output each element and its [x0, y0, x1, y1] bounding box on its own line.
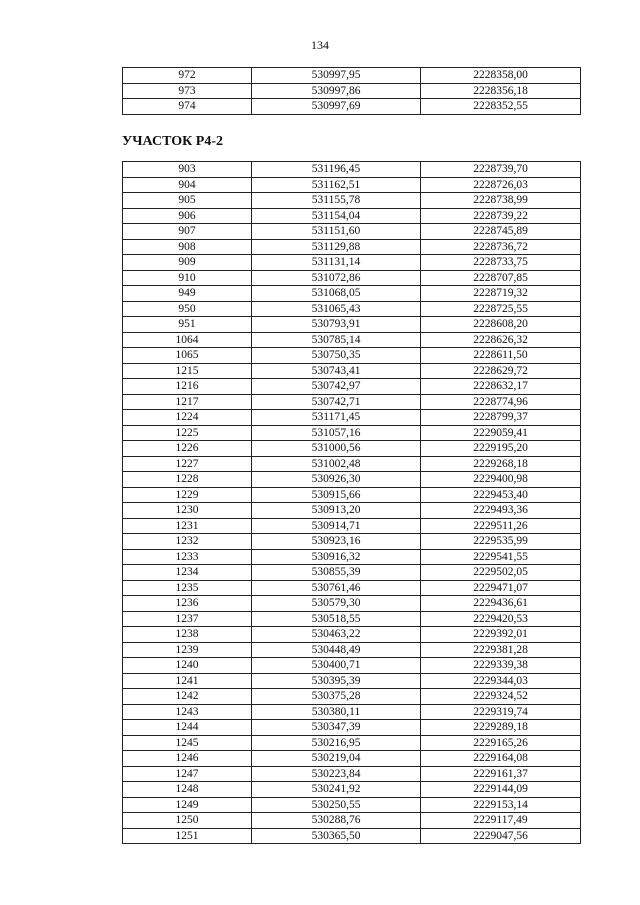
x-coordinate-cell: 531171,45: [252, 410, 421, 426]
point-number-cell: 972: [123, 68, 252, 84]
table-row: [123, 580, 581, 596]
x-coordinate-cell: 530915,66: [252, 487, 421, 503]
x-coordinate-cell: 530750,35: [252, 348, 421, 364]
table-row: [123, 456, 581, 472]
table-row: [123, 425, 581, 441]
table-row: [123, 208, 581, 224]
y-coordinate-cell: 2229400,98: [421, 472, 581, 488]
y-coordinate-cell: 2229436,61: [421, 596, 581, 612]
x-coordinate-cell: 531196,45: [252, 162, 421, 178]
y-coordinate-cell: 2229164,08: [421, 751, 581, 767]
x-coordinate-cell: 530241,92: [252, 782, 421, 798]
x-coordinate-cell: 530855,39: [252, 565, 421, 581]
y-coordinate-cell: 2228726,03: [421, 177, 581, 193]
point-number-cell: 1236: [123, 596, 252, 612]
y-coordinate-cell: 2229381,28: [421, 642, 581, 658]
y-coordinate-cell: 2229344,03: [421, 673, 581, 689]
y-coordinate-cell: 2228739,70: [421, 162, 581, 178]
x-coordinate-cell: 531002,48: [252, 456, 421, 472]
point-number-cell: 1227: [123, 456, 252, 472]
x-coordinate-cell: 531151,60: [252, 224, 421, 240]
table-row: [123, 487, 581, 503]
x-coordinate-cell: 530997,86: [252, 83, 421, 99]
x-coordinate-cell: 530347,39: [252, 720, 421, 736]
y-coordinate-cell: 2229502,05: [421, 565, 581, 581]
point-number-cell: 1216: [123, 379, 252, 395]
x-coordinate-cell: 530395,39: [252, 673, 421, 689]
x-coordinate-cell: 530926,30: [252, 472, 421, 488]
x-coordinate-cell: 530914,71: [252, 518, 421, 534]
point-number-cell: 1230: [123, 503, 252, 519]
point-number-cell: 1239: [123, 642, 252, 658]
table-body: [123, 162, 581, 844]
point-number-cell: 1246: [123, 751, 252, 767]
y-coordinate-cell: 2228733,75: [421, 255, 581, 271]
x-coordinate-cell: 531162,51: [252, 177, 421, 193]
table-row: [123, 68, 581, 84]
coordinates-table-top: [122, 67, 581, 115]
point-number-cell: 1232: [123, 534, 252, 550]
point-number-cell: 906: [123, 208, 252, 224]
x-coordinate-cell: 530365,50: [252, 828, 421, 844]
y-coordinate-cell: 2228356,18: [421, 83, 581, 99]
table-row: [123, 286, 581, 302]
point-number-cell: 1228: [123, 472, 252, 488]
table-row: [123, 348, 581, 364]
point-number-cell: 1229: [123, 487, 252, 503]
x-coordinate-cell: 531154,04: [252, 208, 421, 224]
x-coordinate-cell: 531155,78: [252, 193, 421, 209]
point-number-cell: 1244: [123, 720, 252, 736]
table-row: [123, 472, 581, 488]
x-coordinate-cell: 530742,97: [252, 379, 421, 395]
point-number-cell: 910: [123, 270, 252, 286]
table-row: [123, 177, 581, 193]
point-number-cell: 1242: [123, 689, 252, 705]
x-coordinate-cell: 530742,71: [252, 394, 421, 410]
y-coordinate-cell: 2229541,55: [421, 549, 581, 565]
x-coordinate-cell: 530463,22: [252, 627, 421, 643]
point-number-cell: 1237: [123, 611, 252, 627]
y-coordinate-cell: 2229324,52: [421, 689, 581, 705]
table-row: [123, 565, 581, 581]
point-number-cell: 1224: [123, 410, 252, 426]
point-number-cell: 974: [123, 99, 252, 115]
table-row: [123, 394, 581, 410]
table-row: [123, 797, 581, 813]
y-coordinate-cell: 2229493,36: [421, 503, 581, 519]
table-body: [123, 68, 581, 115]
point-number-cell: 950: [123, 301, 252, 317]
table-row: [123, 239, 581, 255]
table-row: [123, 549, 581, 565]
x-coordinate-cell: 530375,28: [252, 689, 421, 705]
point-number-cell: 1225: [123, 425, 252, 441]
point-number-cell: 1241: [123, 673, 252, 689]
table-row: [123, 611, 581, 627]
point-number-cell: 909: [123, 255, 252, 271]
section-title: УЧАСТОК Р4-2: [122, 134, 223, 149]
x-coordinate-cell: 530250,55: [252, 797, 421, 813]
point-number-cell: 1233: [123, 549, 252, 565]
table-row: [123, 658, 581, 674]
point-number-cell: 1243: [123, 704, 252, 720]
point-number-cell: 1064: [123, 332, 252, 348]
y-coordinate-cell: 2228745,89: [421, 224, 581, 240]
point-number-cell: 1238: [123, 627, 252, 643]
y-coordinate-cell: 2228611,50: [421, 348, 581, 364]
page-number: 134: [311, 38, 329, 52]
point-number-cell: 1231: [123, 518, 252, 534]
table-row: [123, 332, 581, 348]
table-row: [123, 83, 581, 99]
x-coordinate-cell: 530913,20: [252, 503, 421, 519]
y-coordinate-cell: 2229319,74: [421, 704, 581, 720]
y-coordinate-cell: 2229471,07: [421, 580, 581, 596]
x-coordinate-cell: 530518,55: [252, 611, 421, 627]
point-number-cell: 1249: [123, 797, 252, 813]
table-row: [123, 518, 581, 534]
y-coordinate-cell: 2228352,55: [421, 99, 581, 115]
y-coordinate-cell: 2228799,37: [421, 410, 581, 426]
y-coordinate-cell: 2229144,09: [421, 782, 581, 798]
table-row: [123, 627, 581, 643]
y-coordinate-cell: 2228736,72: [421, 239, 581, 255]
table-row: [123, 720, 581, 736]
table-row: [123, 534, 581, 550]
table-row: [123, 766, 581, 782]
x-coordinate-cell: 530997,95: [252, 68, 421, 84]
x-coordinate-cell: 530785,14: [252, 332, 421, 348]
x-coordinate-cell: 531072,86: [252, 270, 421, 286]
table-row: [123, 503, 581, 519]
y-coordinate-cell: 2229161,37: [421, 766, 581, 782]
point-number-cell: 905: [123, 193, 252, 209]
point-number-cell: 1226: [123, 441, 252, 457]
table-row: [123, 317, 581, 333]
y-coordinate-cell: 2229339,38: [421, 658, 581, 674]
y-coordinate-cell: 2229153,14: [421, 797, 581, 813]
point-number-cell: 1235: [123, 580, 252, 596]
x-coordinate-cell: 530223,84: [252, 766, 421, 782]
table-row: [123, 301, 581, 317]
point-number-cell: 1247: [123, 766, 252, 782]
x-coordinate-cell: 530761,46: [252, 580, 421, 596]
x-coordinate-cell: 530997,69: [252, 99, 421, 115]
point-number-cell: 951: [123, 317, 252, 333]
y-coordinate-cell: 2228719,32: [421, 286, 581, 302]
point-number-cell: 904: [123, 177, 252, 193]
point-number-cell: 907: [123, 224, 252, 240]
point-number-cell: 1250: [123, 813, 252, 829]
y-coordinate-cell: 2229453,40: [421, 487, 581, 503]
y-coordinate-cell: 2228725,55: [421, 301, 581, 317]
table-row: [123, 441, 581, 457]
y-coordinate-cell: 2228707,85: [421, 270, 581, 286]
point-number-cell: 973: [123, 83, 252, 99]
x-coordinate-cell: 530448,49: [252, 642, 421, 658]
x-coordinate-cell: 530743,41: [252, 363, 421, 379]
y-coordinate-cell: 2228739,22: [421, 208, 581, 224]
x-coordinate-cell: 530216,95: [252, 735, 421, 751]
table-row: [123, 270, 581, 286]
coordinates-table-main: [122, 161, 581, 844]
x-coordinate-cell: 530923,16: [252, 534, 421, 550]
table-row: [123, 224, 581, 240]
y-coordinate-cell: 2229059,41: [421, 425, 581, 441]
x-coordinate-cell: 530793,91: [252, 317, 421, 333]
table-row: [123, 99, 581, 115]
x-coordinate-cell: 530288,76: [252, 813, 421, 829]
point-number-cell: 1245: [123, 735, 252, 751]
table-row: [123, 410, 581, 426]
x-coordinate-cell: 530916,32: [252, 549, 421, 565]
y-coordinate-cell: 2229195,20: [421, 441, 581, 457]
table-row: [123, 193, 581, 209]
x-coordinate-cell: 531000,56: [252, 441, 421, 457]
table-row: [123, 673, 581, 689]
x-coordinate-cell: 531129,88: [252, 239, 421, 255]
point-number-cell: 908: [123, 239, 252, 255]
y-coordinate-cell: 2228626,32: [421, 332, 581, 348]
point-number-cell: 1215: [123, 363, 252, 379]
point-number-cell: 1217: [123, 394, 252, 410]
point-number-cell: 1234: [123, 565, 252, 581]
x-coordinate-cell: 531068,05: [252, 286, 421, 302]
x-coordinate-cell: 530400,71: [252, 658, 421, 674]
point-number-cell: 1248: [123, 782, 252, 798]
table-row: [123, 642, 581, 658]
table-row: [123, 689, 581, 705]
y-coordinate-cell: 2228774,96: [421, 394, 581, 410]
table-row: [123, 596, 581, 612]
table-row: [123, 735, 581, 751]
y-coordinate-cell: 2229289,18: [421, 720, 581, 736]
y-coordinate-cell: 2229047,56: [421, 828, 581, 844]
y-coordinate-cell: 2229535,99: [421, 534, 581, 550]
point-number-cell: 1251: [123, 828, 252, 844]
y-coordinate-cell: 2229268,18: [421, 456, 581, 472]
point-number-cell: 903: [123, 162, 252, 178]
x-coordinate-cell: 531065,43: [252, 301, 421, 317]
table-row: [123, 813, 581, 829]
y-coordinate-cell: 2228608,20: [421, 317, 581, 333]
x-coordinate-cell: 530219,04: [252, 751, 421, 767]
point-number-cell: 949: [123, 286, 252, 302]
table-row: [123, 782, 581, 798]
point-number-cell: 1240: [123, 658, 252, 674]
table-row: [123, 162, 581, 178]
table-row: [123, 255, 581, 271]
point-number-cell: 1065: [123, 348, 252, 364]
y-coordinate-cell: 2229392,01: [421, 627, 581, 643]
x-coordinate-cell: 530380,11: [252, 704, 421, 720]
y-coordinate-cell: 2228358,00: [421, 68, 581, 84]
x-coordinate-cell: 531131,14: [252, 255, 421, 271]
table-row: [123, 751, 581, 767]
y-coordinate-cell: 2228632,17: [421, 379, 581, 395]
x-coordinate-cell: 530579,30: [252, 596, 421, 612]
y-coordinate-cell: 2229117,49: [421, 813, 581, 829]
y-coordinate-cell: 2228629,72: [421, 363, 581, 379]
table-row: [123, 379, 581, 395]
y-coordinate-cell: 2229420,53: [421, 611, 581, 627]
table-row: [123, 363, 581, 379]
table-row: [123, 828, 581, 844]
y-coordinate-cell: 2228738,99: [421, 193, 581, 209]
x-coordinate-cell: 531057,16: [252, 425, 421, 441]
table-row: [123, 704, 581, 720]
y-coordinate-cell: 2229165,26: [421, 735, 581, 751]
y-coordinate-cell: 2229511,26: [421, 518, 581, 534]
